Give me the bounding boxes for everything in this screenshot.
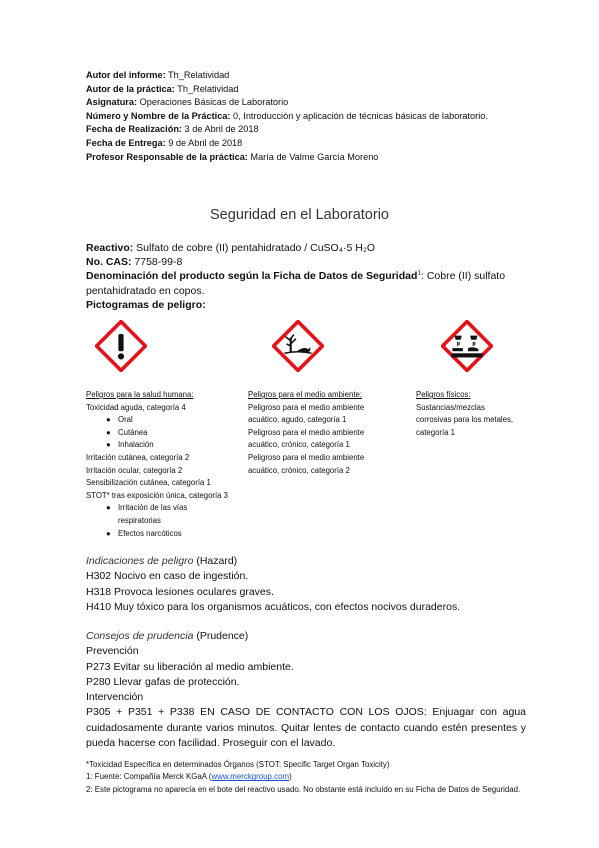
section-title: Seguridad en el Laboratorio xyxy=(210,207,389,223)
environment-hazard-icon xyxy=(272,320,324,372)
health-hazard-line: Irritación ocular, categoría 2 xyxy=(86,465,183,475)
cas-line: No. CAS: 7758-99-8 xyxy=(86,256,183,269)
physical-hazard-text: Sustancias/mezclas corrosivas para los metales, categoría 1 xyxy=(416,402,514,437)
meta-practice-author: Autor de la práctica: Th_Relatividad xyxy=(86,83,239,94)
meta-date-done: Fecha de Realización: 3 de Abril de 2018 xyxy=(86,124,259,135)
footnote-stot: *Toxicidad Específica en determinados Órganos (STOT: Specific Target Organ Toxicity) xyxy=(86,760,390,769)
health-hazard-line: Sensibilización cutánea, categoría 1 xyxy=(86,478,211,488)
list-item: ● Oral xyxy=(106,415,133,425)
footnotes xyxy=(86,759,526,796)
precautionary-title: Consejos de prudencia (Prudence) xyxy=(86,630,249,642)
hazard-statement: H410 Muy tóxico para los organismos acuáticos, con efectos nocivos duraderos. xyxy=(86,600,461,613)
meta-professor: Profesor Responsable de la práctica: María de Valme García Moreno xyxy=(86,151,379,162)
intervention-heading: Intervención xyxy=(86,691,144,704)
hazard-statements-title: Indicaciones de peligro (Hazard) xyxy=(86,555,238,567)
hazard-statements xyxy=(86,554,526,615)
precautionary-statement: P305 + P351 + P338 EN CASO DE CONTACTO CON LOS OJOS: Enjuagar con agua cuidadosamente durante varios minutos. Quitar lentes de contacto cuando estén presentes y pueda hacerse con facilidad. Proseguir con el lavado. xyxy=(86,706,526,750)
meta-subject: Asignatura: Operaciones Básicas de Laboratorio xyxy=(86,97,289,108)
product-denomination: Denominación del producto según la Ficha de Datos de Seguridad$^1$: Cobre (II) sulfato pentahidratado en copos. xyxy=(86,269,506,297)
stot-effects xyxy=(86,502,256,540)
environment-hazards-heading: Peligros para el medio ambiente: xyxy=(248,390,362,399)
acute-toxicity-routes xyxy=(86,414,256,452)
acute-toxicity: Toxicidad aguda, categoría 4 xyxy=(86,402,186,412)
precautionary-statement: P280 Llevar gafas de protección. xyxy=(86,675,240,688)
pictograms-heading: Pictogramas de peligro: xyxy=(86,298,206,311)
meta-practice-number: Número y Nombre de la Práctica: 0, Introducción y aplicación de técnicas básicas de laboratorio. xyxy=(86,110,488,121)
health-hazards xyxy=(86,389,256,540)
list-item: ● Irritación de las vías respiratorias xyxy=(106,503,188,525)
prevention-heading: Prevención xyxy=(86,645,139,658)
list-item: ● Efectos narcóticos xyxy=(106,528,182,538)
physical-hazards xyxy=(416,389,516,439)
health-hazard-line: Irritación cutánea, categoría 2 xyxy=(86,452,190,462)
hazard-statement: H302 Nocivo en caso de ingestión. xyxy=(86,570,249,583)
physical-hazards-heading: Peligros físicos: xyxy=(416,390,471,399)
hazard-statement: H318 Provoca lesiones oculares graves. xyxy=(86,585,274,598)
footnote-1: 1: Fuente: Compañía Merck KGaA (www.merckgroup.com) xyxy=(86,772,292,782)
report-metadata xyxy=(86,69,526,164)
reagent-line: Reactivo: Sulfato de cobre (II) pentahidratado / CuSO₄·5 H₂O xyxy=(86,242,376,254)
precautionary-statements xyxy=(86,629,526,751)
environment-hazard-line: Peligroso para el medio ambiente acuático, agudo, categoría 1 xyxy=(248,402,365,425)
precautionary-statement: P273 Evitar su liberación al medio ambiente. xyxy=(86,660,294,673)
reagent-info xyxy=(86,241,526,312)
list-item: ● Inhalación xyxy=(106,440,154,450)
exclamation-mark-icon xyxy=(95,320,147,372)
environment-hazard-line: Peligroso para el medio ambiente acuático, crónico, categoría 1 xyxy=(248,427,365,450)
environment-hazard-line: Peligroso para el medio ambiente acuático, crónico, categoría 2 xyxy=(248,452,365,475)
list-item: ● Cutánea xyxy=(106,427,148,437)
health-hazards-heading: Peligros para la salud humana: xyxy=(86,390,194,399)
footnote-2: 2: Este pictograma no aparecía en el bote del reactivo usado. No obstante está incluído en su Ficha de Datos de Seguridad. xyxy=(86,784,521,794)
environment-hazards xyxy=(248,389,396,477)
meta-date-delivery: Fecha de Entrega: 9 de Abril de 2018 xyxy=(86,137,243,148)
meta-author: Autor del informe: Th_Relatividad xyxy=(86,70,230,80)
health-hazard-line: STOT* tras exposición única, categoría 3 xyxy=(86,490,229,500)
merck-link[interactable]: www.merckgroup.com xyxy=(211,772,290,782)
corrosion-icon xyxy=(441,320,493,372)
